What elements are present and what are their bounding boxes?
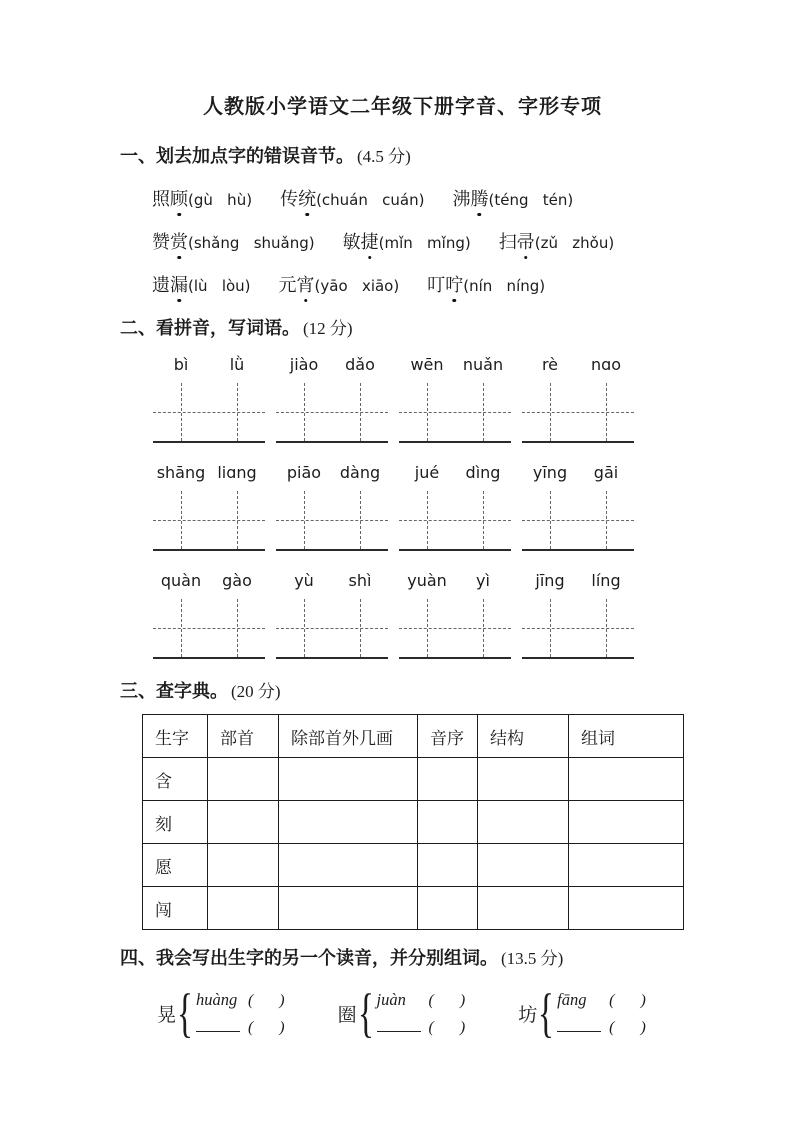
page-title: 人教版小学语文二年级下册字音、字形专项 (203, 96, 602, 118)
table-blank-cell (418, 801, 478, 844)
pinyin-syllable: shāng (156, 463, 206, 482)
pinyin-word-group (399, 571, 511, 659)
pinyin-word-group (522, 571, 634, 659)
polyphone-char: 坊 (518, 1004, 538, 1026)
pinyin-syllable: liɑng (217, 463, 257, 482)
pinyin-grid-row (153, 463, 685, 551)
writing-grid (153, 491, 265, 551)
pinyin-syllable: yuàn (407, 571, 447, 590)
section2-score: (12 分) (303, 319, 353, 338)
table-blank-cell (208, 758, 279, 801)
pinyin-syllable: jué (414, 463, 440, 482)
pinyin-syllable: jīng (535, 571, 565, 590)
polyphone-item (157, 982, 286, 1043)
writing-grid (522, 383, 634, 443)
table-blank-cell (478, 844, 569, 887)
polyphone-item (518, 982, 647, 1043)
pinyin-pair (522, 571, 634, 591)
pinyin-word-group (522, 355, 634, 443)
pinyin-pair (276, 355, 388, 375)
pinyin-options: (zǔ zhǒu) (534, 234, 615, 252)
writing-grid (522, 599, 634, 659)
polyphone-lines (196, 986, 286, 1041)
writing-grid (399, 383, 511, 443)
pinyin-options: (chuán cuán) (316, 191, 425, 209)
pinyin-syllable: nuǎn (462, 355, 504, 374)
word-row (152, 273, 685, 299)
pinyin-grid-row (153, 571, 685, 659)
table-blank-cell (569, 801, 684, 844)
table-blank-cell (279, 844, 418, 887)
table-blank-cell (478, 758, 569, 801)
table-blank-cell (208, 801, 279, 844)
pinyin-syllable: shì (348, 571, 372, 590)
pinyin-syllable: lǜ (229, 355, 245, 374)
table-blank-cell (418, 758, 478, 801)
table-char-cell: 刻 (143, 801, 208, 844)
answer-paren: ( ) (428, 991, 467, 1009)
pinyin-pair (522, 463, 634, 483)
answer-paren: ( ) (247, 991, 286, 1009)
pinyin-pair (399, 571, 511, 591)
pinyin-syllable: wēn (410, 355, 444, 374)
pinyin-options: (nín níng) (463, 277, 546, 295)
table-blank-cell (208, 887, 279, 930)
pinyin-options: (mǐn mǐng) (378, 234, 471, 252)
word-char-dotted: 捷 (360, 232, 379, 252)
section1-heading (120, 144, 685, 169)
answer-paren: ( ) (428, 1018, 467, 1036)
pinyin-word-group (399, 355, 511, 443)
word-char-dotted: 顾 (170, 189, 188, 209)
word-item (152, 230, 315, 256)
word-item (427, 273, 545, 299)
pinyin-word-group (522, 463, 634, 551)
writing-grid (276, 383, 388, 443)
section1-word-list (152, 187, 685, 299)
word-item (499, 230, 614, 256)
word-char-dotted: 赏 (170, 232, 188, 252)
word-char-dotted: 帚 (516, 232, 535, 252)
polyphone-char: 圈 (337, 1004, 357, 1026)
pinyin-syllable: jiào (289, 355, 319, 374)
blank-underline (377, 1016, 421, 1032)
section3-heading-text: 三、查字典。 (120, 681, 228, 701)
polyphone-pinyin: fāng (557, 989, 587, 1009)
section1-heading-text: 一、划去加点字的错误音节。 (120, 146, 354, 166)
word-item (280, 187, 424, 213)
table-header-cell: 组词 (569, 715, 684, 758)
word-item (152, 187, 252, 213)
left-brace-icon: { (176, 982, 194, 1043)
pinyin-pair (522, 355, 634, 375)
pinyin-word-group (276, 571, 388, 659)
pinyin-pair (153, 571, 265, 591)
blank-line (377, 1014, 467, 1041)
pinyin-word-group (399, 463, 511, 551)
pinyin-syllable: dìng (465, 463, 501, 482)
section3-heading (120, 679, 685, 704)
word-char: 传 (280, 189, 299, 209)
word-row (152, 230, 685, 256)
word-char: 照 (152, 189, 170, 209)
section2-heading-text: 二、看拼音，写词语。 (120, 318, 300, 338)
word-item (152, 273, 251, 299)
section1-score: (4.5 分) (357, 147, 411, 166)
table-blank-cell (478, 801, 569, 844)
word-char: 遗 (152, 275, 170, 295)
blank-underline (196, 1016, 240, 1032)
table-blank-cell (279, 887, 418, 930)
writing-grid (522, 491, 634, 551)
section4-heading (120, 946, 685, 971)
word-char-dotted: 宵 (296, 275, 315, 295)
pinyin-syllable: nɑo (590, 355, 622, 374)
pinyin-word-group (276, 463, 388, 551)
reading-line (557, 986, 647, 1014)
pinyin-word-group (276, 355, 388, 443)
pinyin-options: (gù hù) (188, 191, 253, 209)
polyphone-char: 晃 (157, 1004, 177, 1026)
pinyin-options: (shǎng shuǎng) (188, 234, 315, 252)
word-char: 敏 (342, 232, 361, 252)
word-item (343, 230, 471, 256)
table-char-cell: 含 (143, 758, 208, 801)
polyphone-items (157, 981, 685, 1045)
pinyin-writing-area (153, 355, 685, 659)
pinyin-syllable: dàng (339, 463, 381, 482)
table-blank-cell (208, 844, 279, 887)
table-header-row (143, 715, 684, 758)
table-char-cell: 闯 (143, 887, 208, 930)
pinyin-grid-row (153, 355, 685, 443)
table-row (143, 801, 684, 844)
answer-paren: ( ) (609, 1018, 647, 1036)
table-header-cell: 结构 (478, 715, 569, 758)
table-blank-cell (478, 887, 569, 930)
polyphone-pinyin: huàng (195, 989, 238, 1009)
word-char-dotted: 腾 (470, 189, 489, 209)
table-row (143, 758, 684, 801)
section2-heading (120, 316, 685, 341)
table-header-cell: 生字 (143, 715, 208, 758)
table-blank-cell (569, 887, 684, 930)
writing-grid (153, 383, 265, 443)
table-header-cell: 除部首外几画 (279, 715, 418, 758)
pinyin-options: (téng tén) (488, 191, 574, 209)
pinyin-syllable: yīng (532, 463, 568, 482)
writing-grid (276, 491, 388, 551)
pinyin-syllable: yù (294, 571, 314, 590)
reading-line (377, 986, 467, 1014)
pinyin-syllable: gāi (593, 463, 619, 482)
pinyin-options: (yāo xiāo) (314, 277, 400, 295)
left-brace-icon: { (357, 982, 374, 1043)
table-blank-cell (279, 758, 418, 801)
pinyin-pair (153, 463, 265, 483)
polyphone-item (337, 982, 467, 1043)
table-blank-cell (418, 844, 478, 887)
pinyin-pair (399, 463, 511, 483)
answer-paren: ( ) (609, 991, 647, 1009)
table-row (143, 844, 684, 887)
word-item (452, 187, 573, 213)
pinyin-options: (lù lòu) (188, 277, 251, 295)
pinyin-pair (276, 571, 388, 591)
writing-grid (399, 491, 511, 551)
table-header-cell: 部首 (208, 715, 279, 758)
dictionary-table (142, 714, 684, 930)
table-row (143, 887, 684, 930)
pinyin-word-group (153, 355, 265, 443)
word-char: 赞 (152, 232, 170, 252)
section4-score: (13.5 分) (501, 949, 564, 968)
pinyin-pair (399, 355, 511, 375)
left-brace-icon: { (538, 982, 555, 1043)
table-blank-cell (418, 887, 478, 930)
table-blank-cell (569, 844, 684, 887)
pinyin-syllable: piāo (286, 463, 322, 482)
polyphone-lines (377, 986, 467, 1041)
table-blank-cell (569, 758, 684, 801)
polyphone-lines (557, 986, 647, 1041)
blank-underline (557, 1016, 601, 1032)
word-char: 元 (278, 275, 297, 295)
pinyin-word-group (153, 571, 265, 659)
pinyin-pair (276, 463, 388, 483)
word-char-dotted: 统 (298, 189, 317, 209)
word-char: 沸 (452, 189, 471, 209)
reading-line (196, 986, 286, 1014)
polyphone-pinyin: juàn (376, 989, 406, 1009)
word-row (152, 187, 685, 213)
pinyin-syllable: dǎo (345, 355, 375, 374)
writing-grid (276, 599, 388, 659)
pinyin-word-group (153, 463, 265, 551)
pinyin-syllable: líng (591, 571, 621, 590)
writing-grid (153, 599, 265, 659)
section4-heading-text: 四、我会写出生字的另一个读音，并分别组词。 (120, 948, 498, 968)
pinyin-syllable: rè (541, 355, 559, 374)
table-blank-cell (279, 801, 418, 844)
section3-score: (20 分) (231, 682, 281, 701)
pinyin-syllable: yì (476, 571, 490, 590)
word-char-dotted: 漏 (170, 275, 188, 295)
blank-line (557, 1014, 647, 1041)
writing-grid (399, 599, 511, 659)
word-item (279, 273, 400, 299)
word-char-dotted: 咛 (445, 275, 464, 295)
word-char: 叮 (427, 275, 446, 295)
word-char: 扫 (498, 232, 517, 252)
answer-paren: ( ) (247, 1018, 286, 1036)
table-char-cell: 愿 (143, 844, 208, 887)
table-header-cell: 音序 (418, 715, 478, 758)
pinyin-syllable: bì (173, 355, 189, 374)
blank-line (196, 1014, 286, 1041)
pinyin-syllable: quàn (160, 571, 202, 590)
pinyin-syllable: gào (222, 571, 252, 590)
pinyin-pair (153, 355, 265, 375)
